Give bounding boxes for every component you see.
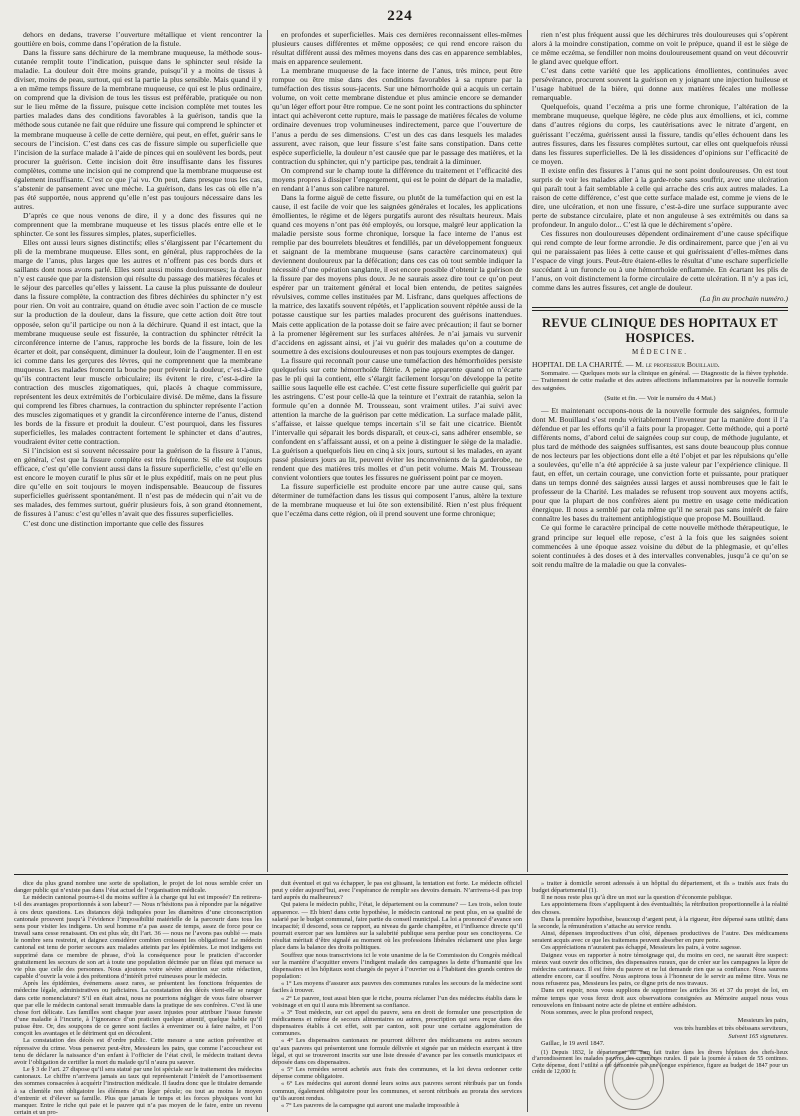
paragraph: La fissure qui reconnaît pour cause une tuméfaction des hémorrhoïdes persiste quelquefois sur cette hémorrhoïde flétrie. A peine apparente quand on n’écarte pas le pli qui la contient, elle s’élargit facilement lorsqu’on développe la petite saillie sous laquelle elle est cachée. C’est cette fissure superficielle qui guérit par les astringens. C’est pour celle-là que la teinture et l’extrait de ratanhia, selon la formule qu’en a donnée M. Trousseau, sont vraiment utiles. J’ai suivi avec attention la marche de la guérison par cette médication. La surface malade pâlit, s’affaisse, et laisse quelque temps incertain s’il se fait une cicatrice. Bientôt l’intervalle qui séparait les bords disparaît, et ceux-ci, sans adhérer ensemble, se confondent en s’affaissant aussi, et on a peine à distinguer le siège de la maladie. La guérison a quelquefois lieu en cinq à six jours, surtout si les malades, en ayant passé plusieurs jours au lit, peuvent éviter les inconvénients de la garderobe, ne rendent que des matières très molles et d’un petit volume. Mais M. Trousseau convient volontiers que toutes les fissures ne guérissent point par ce moyen.: [272, 355, 522, 483]
paragraph: C’est dans cette variété que les applications émollientes, continuées avec persévérance, procurent souvent la guérison en y joignant une injection huileuse et l’usage habituel de la bière, qui donne aux matières fécales une mollesse remarquable.: [532, 66, 788, 103]
paragraph: Le § 3 de l’art. 27 dispose qu’il sera statué par une loi spéciale sur le traitement des médecins cantonaux. Le chiffre n’arrivera jamais au taux qui représenterait l’intérêt de l’amortissement des sommes consacrées à acquérir l’instruction médicale. Il faudra donc que le titulaire demande à sa clientèle non obligatoire les élémens d’un léger pécule; ou tout au moins le moyen d’entrenir et d’élever sa famille. Plus que jamais le temps et les forces physiques vont lui manquer. Entre le riche qui paie et le pauvre qui n’a pas moyen de le faire, entre un revenu certain et un pro-: [14, 1066, 262, 1116]
paragraph: dice du plus grand nombre une sorte de spoliation, le projet de loi nous semble créer un danger public qui n’existe pas dans l’état actuel de l’organisation médicale.: [14, 880, 262, 895]
column-divider: [267, 880, 268, 1112]
paragraph: La membrane muqueuse de la face interne de l’anus, très mince, peut être rompue ou être mise dans des conditions favorables à sa rupture par la tuméfaction des tissus sous-jacents. Sur une hémorrhoïde qui a acquis un certain volume, on voit cette membrane distendue et plus amincie encore se demander qu’un léger effort pour être rompue. Ce ne sont point les contractions du sphincter intact qui achèveront cette rupture, mais le passage de matières fécales de volume ordinaire devenues trop volumineuses indirectement, parce que l’ouverture de l’anus a perdu de ses dimensions. C’est un des cas dans lesquels les malades assurent, avec raison, que leur fissure s’est faite sans constipation. Dans cette espèce superficielle, la douleur n’est causée que par le passage des matières, et la contraction du sphincter, qui n’y participe pas, tendrait à la diminuer.: [272, 66, 522, 166]
summary-note: (Suite et fin. — Voir le numéro du 4 Mai.): [604, 395, 716, 403]
paragraph: Ainsi, dépenses improductives d’un côté, dépenses productives de l’autre. Des médicamens seraient acquis avec ce que les traitemens peuvent absorber en pure perte.: [532, 930, 788, 945]
paragraph: La fissure superficielle est produite encore par une autre cause qui, sans déterminer de tuméfaction dans les tissus qui composent l’anus, altère la texture de la membrane muqueuse et lui ôte son extensibilité. Rien n’est plus fréquent que l’eczéma dans cette région, où il prend souvent une forme chronique;: [272, 482, 522, 519]
paragraph: Quelquefois, quand l’eczéma a pris une forme chronique, l’altération de la membrane muqueuse, quelque légère, ne cède plus aux émolliens, et ici, comme dans d’autres régions du corps, les cautérisations avec le nitrate d’argent, en guérissant l’eczéma, guérissent aussi la fissure, tandis qu’elles échouent dans les autres fissures, dans les fissures complètes surtout, car elles ont quelquefois réussi dans les fissures superficielles. De là les dissidences d’opinions sur l’efficacité de ce moyen.: [532, 102, 788, 166]
hospital-heading: HOPITAL DE LA CHARITÉ. — M. le professeur Bouillaud.: [532, 360, 720, 370]
paragraph: « 1° Les moyens d’assurer aux pauvres des communes rurales les secours de la médecine sont faciles à trouver.: [272, 980, 522, 995]
paragraph: Ces appréciations n’auraient pas échappé, Messieurs les pairs, à votre sagesse.: [541, 944, 742, 952]
paragraph: Ces fissures non douloureuses dépendent ordinairement d’une cause spécifique qui rend compte de leur forme arrondie. Je dis ordinairement, parce que j’en ai vu qui ne paraissaient pas liées à cette cause et qui guérissaient d’elles-mêmes dans l’espace de vingt jours. Peut-être étaient-elles le résultat d’une eschare superficielle succédant à un furoncle ou à une hémorrhoïde enflammée. En écartant les plis de l’anus, on voit distinctement la forme circulaire de cette ulcération. Il n’y a pas ici, comme dans les autres fissures, cet angle de douleur.: [532, 229, 788, 293]
paragraph: Dans la fissure sans déchirure de la membrane muqueuse, la méthode sous-cutanée remplit toute l’indication, puisque dans le sphincter seul réside la maladie. La douleur doit être moins grande, puisqu’il y a moins de tissus à diviser, moins de peau, surtout, qui est la partie la plus sensible. Mais quand il y a en même temps fissure de la membrane muqueuse, ce qui est le plus ordinaire, on comprend que la division de tous les tissus est préférable, pratiquée ou non sur le lieu même de la fissure, puisque cette incision complète met toutes les parties malades dans des conditions favorables à la guérison, tandis que la méthode sous cutanée ne fait que réduire une fissure qui comprend le sphincter et la membrane muqueuse à celle de cette dernière, qui peut, en effet, guérir sans le secours de l’incision. C’est dans ces cas de fissure simple ou superficielle que l’incision de la surface malade à l’aide de pinces qui en soulèvent les bords, peut procurer la guérison. Cette incision doit être insuffisante dans les fissures complètes, comme une incision qui ne comprend que la membrane muqueuse est également insuffisante. C’est ce que j’ai vu. On peut, dans presque tous les cas, s’abstenir de pansement avec une mèche. La guérison, dans les cas où elle n’a pas été supportée, nous apprend qu’elle n’est pas toujours nécessaire dans les autres.: [14, 48, 262, 211]
paragraph: On comprend sur le champ toute la différence du traitement et l’efficacité des moyens propres à dissiper l’engorgement, qui est le point de départ de la maladie, en rendant à l’anus son calibre naturel.: [272, 165, 522, 193]
lower-column-2: [272, 880, 522, 1112]
summary: Sommaire. — Quelques mots sur la clinique en général. — Diagnostic de la fièvre typhoïde. — Traitement de cette maladie et des autres affections inflammatoires par la nouvelle formule des saignées.: [532, 369, 788, 392]
double-rule: [532, 307, 788, 311]
paragraph: Qui paiera le médecin public, l’état, le département ou la commune? — Les trois, selon toute apparence. — Eh bien! dans cette hypothèse, le médecin cantonal ne peut plus, en sa qualité de salarié par le budget communal, faire partie du conseil municipal. La loi a prononcé d’avance son incapacité; il descend, sous ce rapport, au niveau du garde champêtre, et l’influence directe qu’il pourrait exercer par ses lumières sur la salubrité publique sera perdue pour ses concitoyens. Ce résultat méritait d’être signalé au moment où les professions libérales réclament une plus large place dans la balance des droits politiques.: [272, 901, 522, 952]
paragraph: « 6° Les médecins qui auront donné leurs soins aux pauvres seront rétribués par un fonds commun, également obligatoire pour les communes, et seront rétribués au prorata des services qu’ils auront rendus.: [272, 1080, 522, 1102]
article-column-1: [14, 30, 262, 872]
paragraph: Il ne nous reste plus qu’à dire un mot sur la question d’économie publique.: [541, 894, 733, 902]
paragraph: Dans la forme aiguë de cette fissure, ou plutôt de la tuméfaction qui en est la cause, il est facile de voir que les saignées générales et locales, les applications émollientes, le régime et de légers purgatifs auront des résultats heureux. Mais quand ces moyens n’ont pas été employés, ou lorsque, malgré leur application la maladie persiste sous forme chronique, lorsque la face interne de l’anus est remplie par des bourrelets bleuâtres et fendillés, par un développement fongueux et saignant de la membrane muqueuse (sans caractère carcinomateux) qui deviennent douloureux par la défécation; dans ces cas où tout semble indiquer la nécessité d’une opération sanglante, il est encore possible d’obtenir la guérison de la fissure par des moyens plus doux. Je ne saurais assez dire tout ce qu’on peut espérer par un traitement général et local bien entendu, de petites saignées révulsives, comme celles instituées par M. Lisfranc, dans quelques affections de la matrice, des laxatifs souvent répétés, et l’application souvent répétée aussi de la potasse caustique sur les parties malades procurent des guérisons inattendues. Mais cette application de la potasse doit se faire avec précaution; il faut se borner à la promener légèrement sur les surfaces altérées. Je n’ai jamais vu survenir d’accidens en agissant ainsi, et j’ai vu guérir des malades qu’on a coutume de soumettre à des excisions douloureuses et non pas toujours exemptes de danger.: [272, 192, 522, 356]
paragraph: Daignez vous en rapporter à notre témoignage qui, du moins en ceci, ne saurait être suspect: mieux vaut ouvrir des officines, des dispensaires ruraux, que de créer sur les campagnes la lèpre de médecins cantonaux. Il est frère du pauvre et ne lui demande rien que sa confiance. Nous saurons attendre encore, car il souffre. Nous aspirons tous à l’honneur de le servir au même titre. Vous ne nous refuserez pas, Messieurs les pairs, ce digne prix de nos travaux.: [532, 951, 788, 988]
paragraph: Les appointemens fixes s’appliquent à des éventualités; la rétribution proportionnelle à la réalité des choses.: [532, 901, 788, 916]
paragraph: dehors en dedans, traverse l’ouverture métallique et vient rencontrer la gouttière en bois, comme dans l’opération de la fistule.: [14, 30, 262, 49]
place-date: Gaillac, le 19 avril 1847.: [541, 1040, 605, 1048]
page-number: 224: [387, 8, 413, 24]
paragraph: rien n’est plus fréquent aussi que les déchirures très douloureuses qui s’opèrent alors à la moindre constipation, comme on voit le prépuce, quand il est le siège de ce même eczéma, se fendiller non moins douloureusement quand on veut découvrir le gland avec quelque effort.: [532, 30, 788, 67]
paragraph: C’est donc une distinction importante que celle des fissures: [23, 518, 204, 528]
signatures-note: Suivent 165 signatures.: [728, 1033, 788, 1041]
paragraph: duit éventuel et qui va échapper, le pas est glissant, la tentation est forte. Le médecin officiel peut y céder aujourd’hui, avec l’espérance de remplir ses devoirs demain. N’arrivera-t-il pas trop tard auprès du malheureux?: [272, 880, 522, 902]
paragraph: Après les épidémies, événemens assez rares, se présentent les fonctions fréquentes de médecine légale, administratives ou judiciaires. La constatation des décès vient-elle se ranger dans cette nomenclature? S’il en était ainsi, nous ne pourrions négliger de vous faire observer que par elle le médecin cantonal serait immuable dans la pratique de ses confrères. C’est là une chose fort délicate. Les familles sont chaque jour assez injustes pour attribuer l’issue funeste d’une maladie à l’incurie, à l’ignorance d’un praticien quelque attentif, quelque habile qu’il puisse être. Or, des soupçons de ce genre sont faciles à envenimer ou à faire naître, et l’on conçoit les avantages et le détriment qui en découlent.: [14, 980, 262, 1038]
paragraph: Il existe enfin des fissures à l’anus qui ne sont point douloureuses. On est tout surpris de voir les malades aller à la garde-robe sans souffrir, avec une ulcération qui paraît tout à fait semblable à celle qui arrache des cris aux autres malades. La raison de cette différence, c’est que cette surface malade est, comme je viens de le dire, une ulcération, et non une fissure, c’est-à-dire une surface suppurante avec perte de substance circulaire, plate et non anguleuse à ses extrémités ou dans sa profondeur. In angulo dolor... C’est là que le déchirement s’opère.: [532, 165, 788, 229]
paragraph: Si l’incision est si souvent nécessaire pour la guérison de la fissure à l’anus, en général, c’est que la fissure complète est très fréquente. Si elle est toujours efficace, c’est qu’elle convient aussi dans la fissure superficielle, c’est qu’elle en est encore le moyen curatif le plus sûr et le plus expéditif, mais on ne peut plus dire qu’elle en soit toujours le moyen indispensable. Beaucoup de fissures superficielles guérissent spontanément. Il n’est pas de médecin qui n’ait vu de ses malades, des femmes surtout, guérir plusieurs fois, à son grand étonnement, de fissures à l’anus: c’est qu’elles n’avait que des fissures superficielles.: [14, 446, 262, 519]
section-divider: [14, 874, 788, 875]
paragraph: Elles ont aussi leurs signes distinctifs; elles s’élargissent par l’écartement du pli de la membrane muqueuse. Elles sont, en général, plus rapprochées de la marge de l’anus, plus larges que les autres et n’offrent pas ces bords durs et saillants dont nous avons parlé. Elles sont aussi moins douloureuses; la douleur n’y est causée que par la distension qui résulte du passage des matières fécales et le séjour des parcelles qu’elles y laissent. La cause la plus puissante de douleur dans la fissure complète, la contraction des fibres déchirées du sphincter n’y est pour rien. On voit au contraire, quand on étudie avec soin l’action de ce muscle sur la production de la douleur, dans la fissure, que cette action doit être tout opposée, selon qu’il participe ou non à la déchirure. Quand il est intact, que la membrane muqueuse seule est fissurée, la contraction du sphincter rétrécit la circonférence interne de l’anus, rapproche les bords de la fissure, loin de les écarter et doit, par conséquent, diminuer la douleur, loin de l’augmenter. Il en est ici comme dans les gerçures des lèvres, qui ne comprennent que la membrane muqueuse. Les malades froncent la bouche pour prévenir la douleur, c’est-à-dire qu’ils contractent leur muscle orbiculaire; ils évitent le rire, c’est-à-dire la contraction des muscles zigomatiques, qui, placés à chaque commissure, représentent les deux extrémités de l’orbiculaire divisé. De même, dans la fissure qui comprend les fibres charnues, la contraction du sphincter représente l’action des muscles zigomatiques et y grandit la circonférence interne de l’anus, distend les bords de la fissure et produit la douleur. C’est pourquoi, dans les fissures superficielles, les malades contractent fortement le sphincter et dans d’autres, voudraient éviter cette contraction.: [14, 238, 262, 447]
paragraph: Nous sommes, avec le plus profond respect,: [541, 1008, 654, 1016]
closing-line: vos très humbles et très obéissans serviteurs,: [673, 1025, 788, 1033]
article-column-2: [272, 30, 522, 872]
closing-salutation: Messieurs les pairs,: [737, 1016, 788, 1024]
paragraph: » traiter à domicile seront adressés à un hôpital du département, et ils » traités aux frais du budget départemental (1).: [532, 880, 788, 895]
continued-note: (La fin au prochain numéro.): [699, 294, 788, 304]
paragraph: D’après ce que nous venons de dire, il y a donc des fissures qui ne comprennent que la membrane muqueuse et les tissus placés entre elle et le sphincter. Ce sont les fissures simples, plates, superficielles.: [14, 210, 262, 239]
paragraph: « 5° Les remèdes seront achetés aux frais des communes, et la loi devra ordonner cette dépense comme obligatoire.: [272, 1066, 522, 1081]
column-divider: [527, 880, 528, 1112]
column-divider: [527, 30, 528, 872]
paragraph: en profondes et superficielles. Mais ces dernières reconnaissent elles-mêmes plusieurs causes différentes et même opposées; ce qui rend encore raison du résultat différent aussi des mêmes moyens dans des cas en apparence semblables, mais en apparence seulement.: [272, 30, 522, 67]
paragraph: La constatation des décès est d’ordre public. Cette mesure a une action préventive et répressive du crime. Vous penserez peut-être, Messieurs les pairs, que comme l’accoucheur est tenu de déclarer la naissance d’un enfant à l’officier de l’état civil, le médecin traitant devra avoir l’obligation de certifier la mort du malade qu’il n’aura pu sauver.: [14, 1037, 262, 1066]
section-title: REVUE CLINIQUE DES HOPITAUX ET HOSPICES.: [542, 316, 778, 346]
article-column-3: [532, 30, 788, 872]
paragraph: Souffrez que nous transcrivions ici le vote unanime de la 6e Commission du Congrès médical sur la manière d’acquitter envers l’indigent malade des campagnes la dette d’humanité que les dispensaires et les hôpitaux sont chargés de payer à l’ouvrier ou à l’habitant des grands centres de population:: [272, 951, 522, 981]
section-subtitle: MÉDECINE.: [632, 348, 688, 357]
paragraph: Dans la première hypothèse, beaucoup d’argent peut, à la rigueur, être dépensé sans utilité; dans la seconde, la rémunération s’attache au service rendu.: [532, 915, 788, 930]
footnote: (1) Depuis 1832, le département du Tarn fait traiter dans les divers hôpitaux des chefs-lieux d’arrondissement les malades pauvres des communes rurales. Il paie la journée à raison de 55 centimes. Cette dépense, dont l’utilité a été démontrée par une longue expérience, figure au budget de 1847 pour un crédit de 12,000 fr.: [532, 1049, 788, 1076]
paragraph: Le médecin cantonal pourra-t-il du moins suffire à la charge qui lui est imposée? En retirera-t-il des avantages proportionnés à son labeur? — Nous n’hésitons pas à répondre par la négative à ces deux questions. Les distances déjà indiquées pour les diamètres d’une circonscription cantonale prouvent jusqu’à l’évidence l’impossibilité matérielle de la parcourir dans tous les sens pour visiter les indigens. Un seul homme n’a pas assez de temps, assez de force pour ce travail sans cesse renaissant. On est plus sûr, dit l’art. 36 — nous ne l’avons pas oublié — mais le nombre sera restreint, et daignez considérer combien croissent les obligations! Le médecin cantonal est tenu de porter secours aux malades atteints par les épidémies. Le mot indigens est supprimé dans ce membre de phrase, d’où la conséquence pour le praticien d’accorder gratuitement les secours de son art à toute une population décimée par un fléau qui menace sa vie plus que celle des personnes. Nous ajoutons votre sévère attention sur cette rédaction, capable d’ouvrir la voie à des prétentions d’intérêt privé ruineuses pour le médecin.: [14, 894, 262, 981]
paragraph: « 3° Tout médecin, sur cet appel du pauvre, sera en droit de formuler une prescription de médicamens et même de secours alimentaires ou autres, prescription qui sera reçue dans des dispensaires établis à cet effet, soit par canton, soit pour une certaine agglomération de communes.: [272, 1008, 522, 1038]
paragraph: Ce qui forme le caractère principal de cette nouvelle méthode thérapeutique, le grand principe sur lequel elle repose, c’est à la fois que les saignées soient commencées à une époque assez voisine du début de la phlegmasie, et qu’elles soient continuées à des doses et à des intervalles convenables, jusqu’à ce qu’on se soit rendu maître de la maladie ou que la convales-: [532, 523, 788, 569]
paragraph: « 4° Les dispensaires cantonaux ne pourront délivrer des médicamens ou autres secours qu’aux pauvres qui présenteront une formule délivrée et signée par un médecin exerçant à titre légal, et qui se trouveront inscrits sur une liste dressée d’avance par les conseils municipaux et déposée dans ces dispensaires.: [272, 1037, 522, 1066]
paragraph: « 2° Le pauvre, tout aussi bien que le riche, pourra réclamer l’un des médecins établis dans le voisinage et en qui il aura mis librement sa confiance.: [272, 994, 522, 1009]
library-stamp: [604, 1050, 664, 1110]
lower-column-1: [14, 880, 262, 1116]
paragraph: — Et maintenant occupons-nous de la nouvelle formule des saignées, formule dont M. Bouillaud s’est rendu véritablement l’inventeur par la manière dont il l’a défendue et par les efforts qu’il a faits pour la propager. Cette méthode, qui a porté différents noms, d’abord celui de saignées coup sur coup, de méthode jugulante, et plus tard de méthode des saignées suffisantes, est sans doute beaucoup plus connue de nos lecteurs par les objections dont elle a été l’objet et par les répulsions qu’elle a soulevées, qu’elle n’a été appréciée à sa juste valeur par l’expérience clinique. Il faut, en effet, un certain courage, une conviction forte et puissante, pour pratiquer dans un temps donné des saignées aussi larges et aussi nombreuses que le fait le professeur de la Charité. Les malades se refusent trop souvent aux moyens actifs, pour que la plupart de nos confrères aient pu mettre en usage cette médication énergique. Il nous a semblé par cela même qu’il ne serait pas sans intérêt de faire connaître les bases du traitement antiphlogistique que propose M. Bouillaud.: [532, 405, 788, 524]
paragraph: « 7° Les pauvres de la campagne qui auront une maladie impossible à: [281, 1101, 460, 1109]
column-divider: [267, 30, 268, 872]
paragraph: Dans cet espoir, nous vous supplions de supprimer les articles 36 et 37 du projet de loi, en même temps que vous ferez droit aux observations consignées au Mémoire auquel nous vous renouvelons en finissant notre acte de pleine et entière adhésion.: [532, 987, 788, 1009]
